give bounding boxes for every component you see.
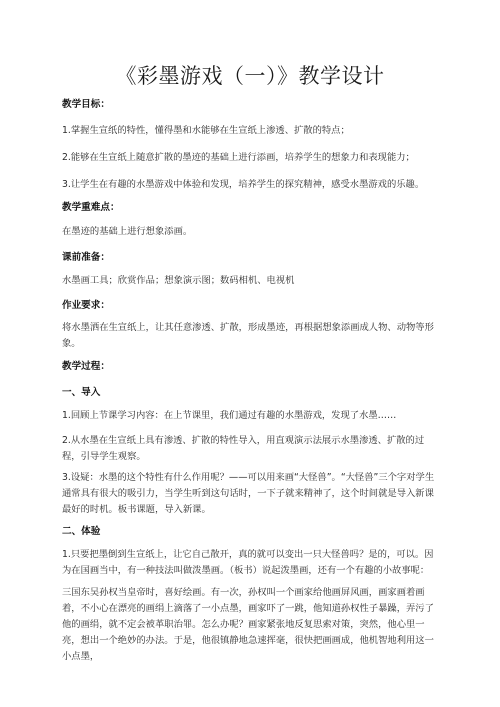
part1-paragraph-3: 3.设疑：水墨的这个特性有什么作用呢？——可以用来画“大怪兽”。“大怪兽”三个字对学生通常具有很大的吸引力，当学生听到这句话时，一下子就来精神了，这个时间就是导入新课最好的时机。板书课题，导入新课。 [62,472,435,515]
key-heading: 教学重难点： [62,202,120,213]
part1-paragraph-1: 1.回顾上节课学习内容：在上节课里，我们通过有趣的水墨游戏，发现了水墨…… [62,410,397,421]
part2-paragraph-2: 三国东吴孙权当皇帝时，喜好绘画。有一次，孙权叫一个画家给他画屏风画，画家画着画着，不小心在漂亮的画绢上滴落了一小点墨，画家吓了一跳，他知道孙权性子暴躁，弄污了他的画绢，就不定会被革职治罪。怎么办呢？画家紧张地反复思索对策，突然，他心里一亮，想出一个绝妙的办法。于是，他很镇静地急速挥毫，很快把画画成，他机智地利用这一小点墨， [62,587,434,662]
goal-2: 2.能够在生宣纸上随意扩散的墨迹的基础上进行添画，培养学生的想象力和表现能力； [62,152,415,163]
prep-heading: 课前准备： [62,252,110,263]
part1-paragraph-2: 2.从水墨在生宣纸上具有渗透、扩散的特性导入，用直观演示法展示水墨渗透、扩散的过程，引导学生观察。 [62,435,425,462]
part1-heading: 一、导入 [62,387,101,398]
part2-paragraph-1: 1.只要把墨倒到生宣纸上，让它自己散开，真的就可以变出一只大怪兽吗？是的，可以。因为在国画当中，有一种技法叫做泼墨画。（板书）说起泼墨画，还有一个有趣的小故事呢： [62,549,434,576]
requirement-text: 将水墨洒在生宣纸上，让其任意渗透、扩散，形成墨迹，再根据想象添画成人物、动物等形象。 [62,322,434,349]
key-text: 在墨迹的基础上进行想象添画。 [62,226,193,237]
goals-heading: 教学目标： [62,99,110,110]
goal-3: 3.让学生在有趣的水墨游戏中体验和发现，培养学生的探究精神，感受水墨游戏的乐趣。 [62,179,425,190]
document-title: 《彩墨游戏（一）》教学设计 [115,64,385,88]
goal-1: 1.掌握生宣纸的特性，懂得墨和水能够在生宣纸上渗透、扩散的特点； [62,125,350,136]
prep-text: 水墨画工具；欣赏作品；想象演示图；数码相机、电视机 [62,275,295,286]
part2-heading: 二、体验 [62,526,101,537]
process-heading: 教学过程： [62,361,110,372]
requirement-heading: 作业要求： [62,300,110,311]
